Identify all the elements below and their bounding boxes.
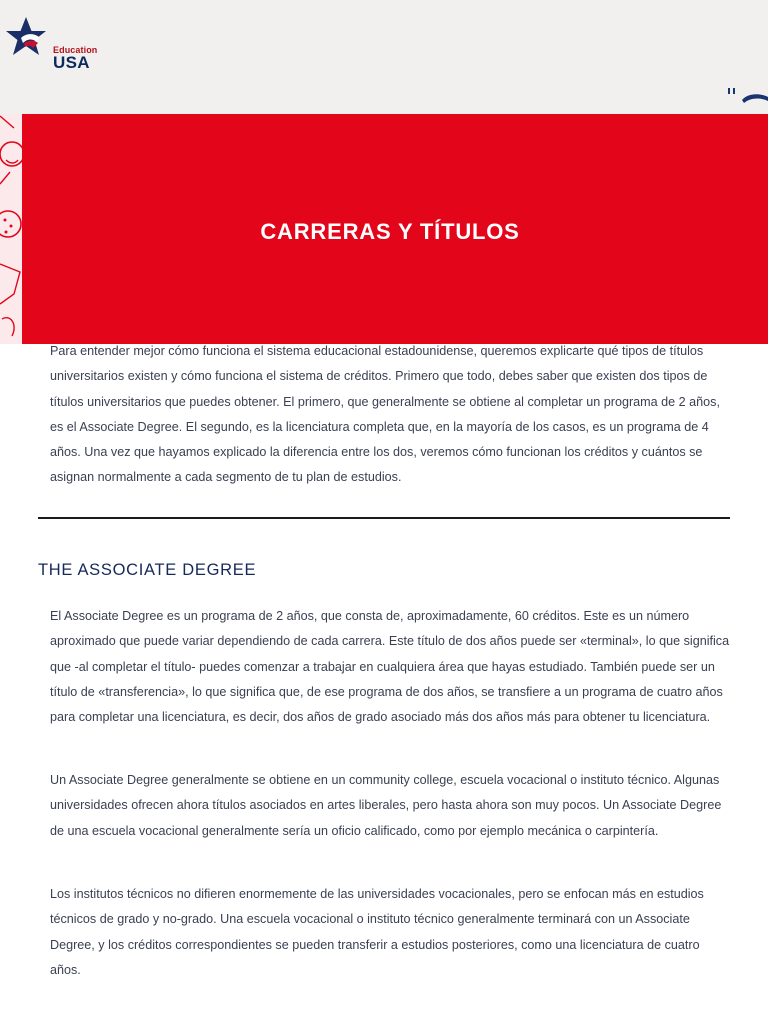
page-title: CARRERAS Y TÍTULOS bbox=[260, 218, 520, 244]
section-paragraph-1: El Associate Degree es un programa de 2 años, que consta de, aproximadamente, 60 créditos. Este es un número aproximado que puede variar dependiendo de cada carrera. Este título de dos años puede ser «terminal», lo que significa que -al completar el título- puedes comenzar a trabajar en cualquiera área que hayas estudiado. También puede ser un título de «transferencia», lo que significa que, de ese programa de dos años, se transfiere a un programa de cuatro años para completar una licenciatura, es decir, dos años de grado asociado más dos años más para obtener tu licenciatura. bbox=[50, 609, 730, 725]
logo-text-usa: USA bbox=[53, 53, 90, 72]
star-logo-icon bbox=[4, 16, 50, 60]
hero-banner bbox=[0, 114, 768, 344]
site-header bbox=[0, 0, 768, 114]
section-divider bbox=[38, 517, 730, 519]
partial-logo-icon bbox=[722, 84, 768, 114]
section-heading: THE ASSOCIATE DEGREE bbox=[38, 561, 257, 579]
section-paragraph-3: Los institutos técnicos no difieren enormemente de las universidades vocacionales, pero se enfocan más en estudios técnicos de grado y no-grado. Una escuela vocacional o instituto técnico generalmente terminará con un Associate Degree, y los créditos correspondientes se pueden transferir a estudios posteriores, como una licenciatura de cuatro años. bbox=[50, 887, 704, 977]
section-paragraph-2: Un Associate Degree generalmente se obtiene en un community college, escuela vocacional o instituto técnico. Algunas universidades ofrecen ahora títulos asociados en artes liberales, pero hasta ahora son muy pocos. Un Associate Degree de una escuela vocacional generalmente sería un oficio calificado, como por ejemplo mecánica o carpintería. bbox=[50, 773, 722, 838]
education-usa-logo[interactable] bbox=[4, 16, 104, 72]
intro-paragraph: Para entender mejor cómo funciona el sistema educacional estadounidense, queremos explicarte qué tipos de títulos universitarios existen y cómo funciona el sistema de créditos. Primero que todo, debes saber que existen dos tipos de títulos universitarios que puedes obtener. El primero, que generalmente se obtiene al completar un programa de 2 años, es el Associate Degree. El segundo, es la licenciatura completa que, en la mayoría de los casos, es un programa de 4 años. Una vez que hayamos explicado la diferencia entre los dos, veremos cómo funcionan los créditos y cuántos se asignan normalmente a cada segmento de tu plan de estudios. bbox=[50, 344, 720, 485]
logo-text-education: Education bbox=[53, 45, 98, 55]
